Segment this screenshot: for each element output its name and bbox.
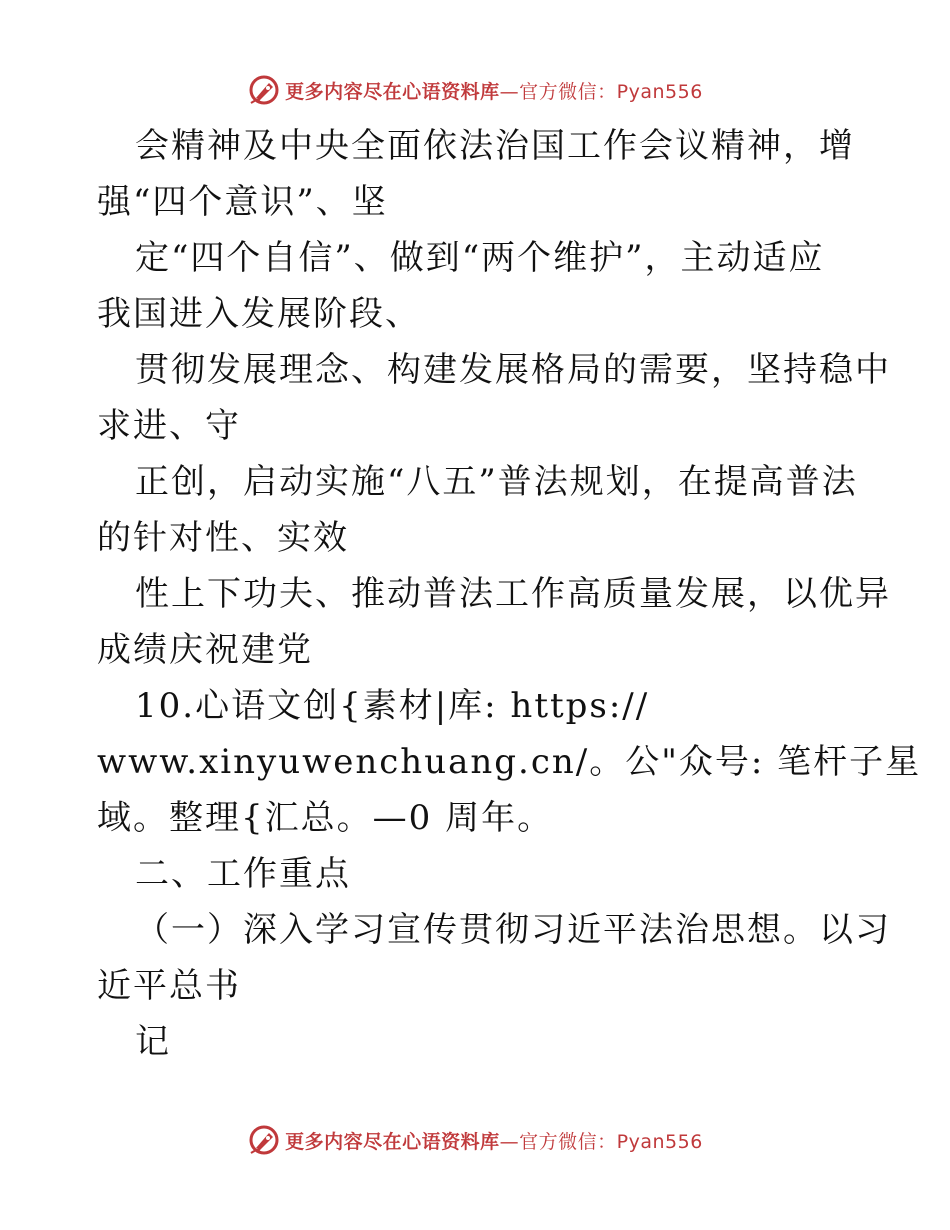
banner-text-bold: 更多内容尽在心语资料库 [285,80,500,103]
text-line: 会精神及中央全面依法治国工作会议精神，增 [135,126,855,166]
text-line: 定“四个自信”、做到“两个维护”，主动适应 [135,238,825,278]
text-line: 贯彻发展理念、构建发展格局的需要，坚持稳中 [135,350,891,390]
text-line: 的针对性、实效 [97,518,349,558]
text-line: 域。整理{汇总。—0 周年。 [97,798,554,838]
banner-text-rest: —官方微信：Pyan556 [499,1130,703,1153]
pen-nib-circle-icon [247,1123,281,1157]
text-line: 10.心语文创{素材|库: https:// [135,686,650,726]
text-line: 性上下功夫、推动普法工作高质量发展，以优异 [135,574,891,614]
text-line: www.xinyuwenchuang.cn/。公"众号: 笔杆子星 [97,742,922,782]
text-line: （一）深入学习宣传贯彻习近平法治思想。以习 [135,910,891,950]
text-line: 求进、守 [97,406,241,446]
banner-text-rest: —官方微信：Pyan556 [499,80,703,103]
text-line: 成绩庆祝建党 [97,630,313,670]
document-body [97,118,922,1070]
text-line: 记 [135,1022,171,1062]
banner-text [285,1127,703,1154]
header-banner [0,70,950,110]
banner-text [285,77,703,104]
text-line: 二、工作重点 [135,854,351,894]
text-line: 近平总书 [97,966,241,1006]
footer-banner [0,1120,950,1160]
text-line: 强“四个意识”、坚 [97,182,388,222]
text-line: 正创，启动实施“八五”普法规划，在提高普法 [135,462,858,502]
pen-nib-circle-icon [247,73,281,107]
banner-text-bold: 更多内容尽在心语资料库 [285,1130,500,1153]
text-line: 我国进入发展阶段、 [97,294,421,334]
